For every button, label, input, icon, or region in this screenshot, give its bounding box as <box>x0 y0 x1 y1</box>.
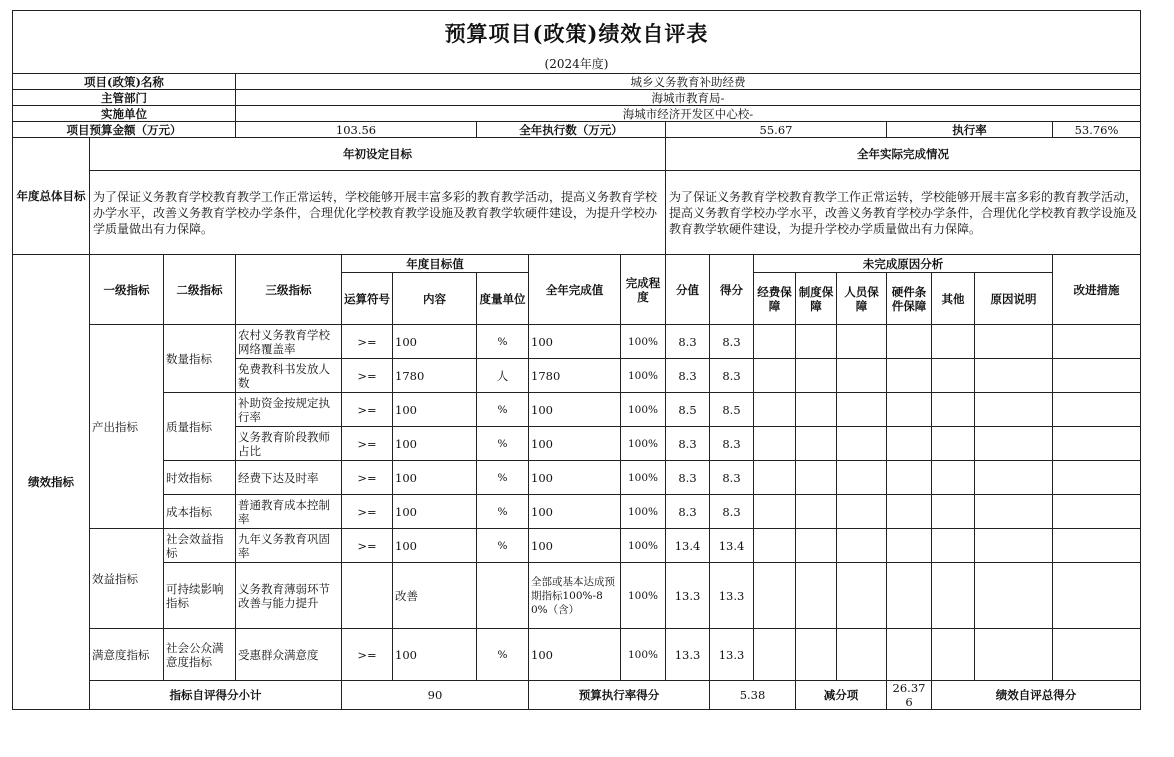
row-improve-cell <box>1053 495 1141 529</box>
row-reason-cell <box>796 393 837 427</box>
row-reason-cell <box>754 495 796 529</box>
row-degree: 100% <box>621 427 666 461</box>
row-degree: 100% <box>621 529 666 563</box>
row-improve-cell <box>1053 529 1141 563</box>
group-social: 社会效益指标 <box>164 529 236 563</box>
row-value: 100 <box>529 529 621 563</box>
project-name-label: 项目(政策)名称 <box>13 74 236 90</box>
budget-score-value: 5.38 <box>710 681 796 710</box>
row-reason-cell <box>754 393 796 427</box>
project-name-value: 城乡义务教育补助经费 <box>236 74 1141 90</box>
row-improve-cell <box>1053 393 1141 427</box>
row-reason-cell <box>887 629 932 681</box>
row-op: >= <box>342 629 393 681</box>
row-value: 100 <box>529 495 621 529</box>
row-max: 13.3 <box>666 563 710 629</box>
header-score-value: 分值 <box>666 255 710 325</box>
row-score: 13.3 <box>710 563 754 629</box>
row-op <box>342 563 393 629</box>
row-score: 13.4 <box>710 529 754 563</box>
row-improve-cell <box>1053 359 1141 393</box>
row-max: 8.3 <box>666 325 710 359</box>
row-l3: 九年义务教育巩固率 <box>236 529 342 563</box>
row-value: 100 <box>529 629 621 681</box>
row-op: >= <box>342 529 393 563</box>
row-reason-cell <box>887 461 932 495</box>
row-value: 100 <box>529 325 621 359</box>
deduct-label: 减分项 <box>796 681 887 710</box>
header-reason-funding: 经费保障 <box>754 273 796 325</box>
executed-label: 全年执行数（万元） <box>477 122 666 138</box>
evaluation-table <box>12 10 1141 710</box>
row-reason-cell <box>796 427 837 461</box>
row-reason-cell <box>837 529 887 563</box>
performance-self-evaluation-sheet <box>12 10 1140 710</box>
row-reason-cell <box>887 529 932 563</box>
header-degree: 完成程度 <box>621 255 666 325</box>
group-cost: 成本指标 <box>164 495 236 529</box>
header-level2: 二级指标 <box>164 255 236 325</box>
row-content: 100 <box>393 495 477 529</box>
header-op: 运算符号 <box>342 273 393 325</box>
rate-value: 53.76% <box>1053 122 1141 138</box>
row-reason-cell <box>932 529 975 563</box>
row-value: 100 <box>529 427 621 461</box>
row-reason-cell <box>975 495 1053 529</box>
row-reason-cell <box>932 461 975 495</box>
header-level3: 三级指标 <box>236 255 342 325</box>
row-unit: % <box>477 495 529 529</box>
row-score: 8.3 <box>710 325 754 359</box>
row-reason-cell <box>932 495 975 529</box>
row-reason-cell <box>887 495 932 529</box>
unit-value: 海城市经济开发区中心校- <box>236 106 1141 122</box>
row-reason-cell <box>796 461 837 495</box>
row-reason-cell <box>796 359 837 393</box>
header-unit: 度量单位 <box>477 273 529 325</box>
header-reason-desc: 原因说明 <box>975 273 1053 325</box>
row-score: 8.3 <box>710 427 754 461</box>
year-label: (2024年度) <box>13 55 1141 74</box>
header-level1: 一级指标 <box>90 255 164 325</box>
header-reason-staff: 人员保障 <box>837 273 887 325</box>
row-reason-cell <box>754 629 796 681</box>
group-timeliness: 时效指标 <box>164 461 236 495</box>
row-reason-cell <box>837 325 887 359</box>
rate-label: 执行率 <box>887 122 1053 138</box>
row-content: 100 <box>393 461 477 495</box>
row-improve-cell <box>1053 629 1141 681</box>
row-max: 8.5 <box>666 393 710 427</box>
perf-section-label: 绩效指标 <box>13 255 90 710</box>
row-reason-cell <box>796 563 837 629</box>
row-unit: % <box>477 325 529 359</box>
row-content: 100 <box>393 629 477 681</box>
row-reason-cell <box>796 325 837 359</box>
row-reason-cell <box>975 629 1053 681</box>
row-reason-cell <box>975 461 1053 495</box>
group-quality: 质量指标 <box>164 393 236 461</box>
row-l3: 经费下达及时率 <box>236 461 342 495</box>
row-improve-cell <box>1053 461 1141 495</box>
row-reason-cell <box>975 529 1053 563</box>
row-max: 8.3 <box>666 427 710 461</box>
row-unit: % <box>477 461 529 495</box>
subtotal-label: 指标自评得分小计 <box>90 681 342 710</box>
row-l3: 义务教育薄弱环节改善与能力提升 <box>236 563 342 629</box>
row-value: 1780 <box>529 359 621 393</box>
row-content: 改善 <box>393 563 477 629</box>
header-reason-other: 其他 <box>932 273 975 325</box>
deduct-value: 26.376 <box>887 681 932 710</box>
row-unit: 人 <box>477 359 529 393</box>
budget-score-label: 预算执行率得分 <box>529 681 710 710</box>
row-reason-cell <box>975 359 1053 393</box>
header-target-group: 年度目标值 <box>342 255 529 273</box>
row-reason-cell <box>837 427 887 461</box>
executed-value: 55.67 <box>666 122 887 138</box>
row-reason-cell <box>887 359 932 393</box>
actual-goal-text: 为了保证义务教育学校教育教学工作正常运转，学校能够开展丰富多彩的教育教学活动，提高义务教育学校办学水平，改善义务教育学校办学条件，合理优化学校教育教学设施及教育教学软硬件建设，为提升学校办学质量做出有力保障。 <box>666 171 1141 255</box>
row-score: 13.3 <box>710 629 754 681</box>
row-op: >= <box>342 427 393 461</box>
row-reason-cell <box>975 563 1053 629</box>
row-score: 8.5 <box>710 393 754 427</box>
row-reason-cell <box>975 427 1053 461</box>
subtotal-value: 90 <box>342 681 529 710</box>
initial-goal-text: 为了保证义务教育学校教育教学工作正常运转，学校能够开展丰富多彩的教育教学活动，提高义务教育学校办学水平，改善义务教育学校办学条件，合理优化学校教育教学设施及教育教学软硬件建设，为提升学校办学质量做出有力保障。 <box>90 171 666 255</box>
row-degree: 100% <box>621 393 666 427</box>
group-benefit: 效益指标 <box>90 529 164 629</box>
row-reason-cell <box>754 359 796 393</box>
row-reason-cell <box>754 529 796 563</box>
dept-label: 主管部门 <box>13 90 236 106</box>
row-content: 1780 <box>393 359 477 393</box>
initial-goal-label: 年初设定目标 <box>90 138 666 171</box>
annual-goal-label: 年度总体目标 <box>13 138 90 255</box>
row-reason-cell <box>837 495 887 529</box>
row-max: 8.3 <box>666 495 710 529</box>
row-op: >= <box>342 325 393 359</box>
row-improve-cell <box>1053 563 1141 629</box>
row-degree: 100% <box>621 359 666 393</box>
group-public-satisfaction: 社会公众满意度指标 <box>164 629 236 681</box>
row-reason-cell <box>975 393 1053 427</box>
header-score: 得分 <box>710 255 754 325</box>
row-reason-cell <box>796 529 837 563</box>
row-l3: 农村义务教育学校网络覆盖率 <box>236 325 342 359</box>
row-l3: 义务教育阶段教师占比 <box>236 427 342 461</box>
row-reason-cell <box>754 325 796 359</box>
group-quantity: 数量指标 <box>164 325 236 393</box>
row-max: 13.3 <box>666 629 710 681</box>
group-satisfaction: 满意度指标 <box>90 629 164 681</box>
row-reason-cell <box>887 563 932 629</box>
header-improve: 改进措施 <box>1053 255 1141 325</box>
unit-label: 实施单位 <box>13 106 236 122</box>
row-reason-cell <box>932 325 975 359</box>
row-reason-cell <box>754 563 796 629</box>
row-op: >= <box>342 359 393 393</box>
header-reason-group: 未完成原因分析 <box>754 255 1053 273</box>
header-full-value: 全年完成值 <box>529 255 621 325</box>
row-reason-cell <box>932 427 975 461</box>
row-l3: 补助资金按规定执行率 <box>236 393 342 427</box>
row-degree: 100% <box>621 325 666 359</box>
row-unit: % <box>477 629 529 681</box>
row-reason-cell <box>932 563 975 629</box>
row-reason-cell <box>887 393 932 427</box>
row-degree: 100% <box>621 563 666 629</box>
row-improve-cell <box>1053 427 1141 461</box>
row-op: >= <box>342 461 393 495</box>
row-value: 100 <box>529 393 621 427</box>
row-degree: 100% <box>621 495 666 529</box>
row-unit: % <box>477 393 529 427</box>
row-l3: 免费教科书发放人数 <box>236 359 342 393</box>
group-sustain: 可持续影响指标 <box>164 563 236 629</box>
page-title: 预算项目(政策)绩效自评表 <box>444 20 709 46</box>
budget-value: 103.56 <box>236 122 477 138</box>
row-reason-cell <box>796 495 837 529</box>
title-cell <box>13 11 1141 56</box>
row-reason-cell <box>975 325 1053 359</box>
row-unit <box>477 563 529 629</box>
header-content: 内容 <box>393 273 477 325</box>
row-score: 8.3 <box>710 359 754 393</box>
row-content: 100 <box>393 427 477 461</box>
row-score: 8.3 <box>710 461 754 495</box>
row-max: 8.3 <box>666 461 710 495</box>
row-reason-cell <box>837 629 887 681</box>
row-reason-cell <box>796 629 837 681</box>
row-reason-cell <box>837 393 887 427</box>
total-label: 绩效自评总得分 <box>932 681 1141 710</box>
row-reason-cell <box>754 427 796 461</box>
row-value: 100 <box>529 461 621 495</box>
row-reason-cell <box>837 461 887 495</box>
header-reason-system: 制度保障 <box>796 273 837 325</box>
row-reason-cell <box>837 359 887 393</box>
row-score: 8.3 <box>710 495 754 529</box>
row-unit: % <box>477 529 529 563</box>
row-content: 100 <box>393 325 477 359</box>
row-l3: 普通教育成本控制率 <box>236 495 342 529</box>
row-value: 全部或基本达成预期指标100%-80%（含） <box>529 563 621 629</box>
row-improve-cell <box>1053 325 1141 359</box>
row-max: 8.3 <box>666 359 710 393</box>
row-reason-cell <box>932 629 975 681</box>
row-reason-cell <box>837 563 887 629</box>
budget-label: 项目预算金额（万元） <box>13 122 236 138</box>
row-content: 100 <box>393 529 477 563</box>
row-content: 100 <box>393 393 477 427</box>
row-l3: 受惠群众满意度 <box>236 629 342 681</box>
row-reason-cell <box>754 461 796 495</box>
actual-goal-label: 全年实际完成情况 <box>666 138 1141 171</box>
row-op: >= <box>342 393 393 427</box>
group-output: 产出指标 <box>90 325 164 529</box>
row-reason-cell <box>932 393 975 427</box>
row-op: >= <box>342 495 393 529</box>
row-reason-cell <box>932 359 975 393</box>
row-reason-cell <box>887 427 932 461</box>
row-unit: % <box>477 427 529 461</box>
row-degree: 100% <box>621 461 666 495</box>
dept-value: 海城市教育局- <box>236 90 1141 106</box>
row-max: 13.4 <box>666 529 710 563</box>
header-reason-hardware: 硬件条件保障 <box>887 273 932 325</box>
row-degree: 100% <box>621 629 666 681</box>
row-reason-cell <box>887 325 932 359</box>
